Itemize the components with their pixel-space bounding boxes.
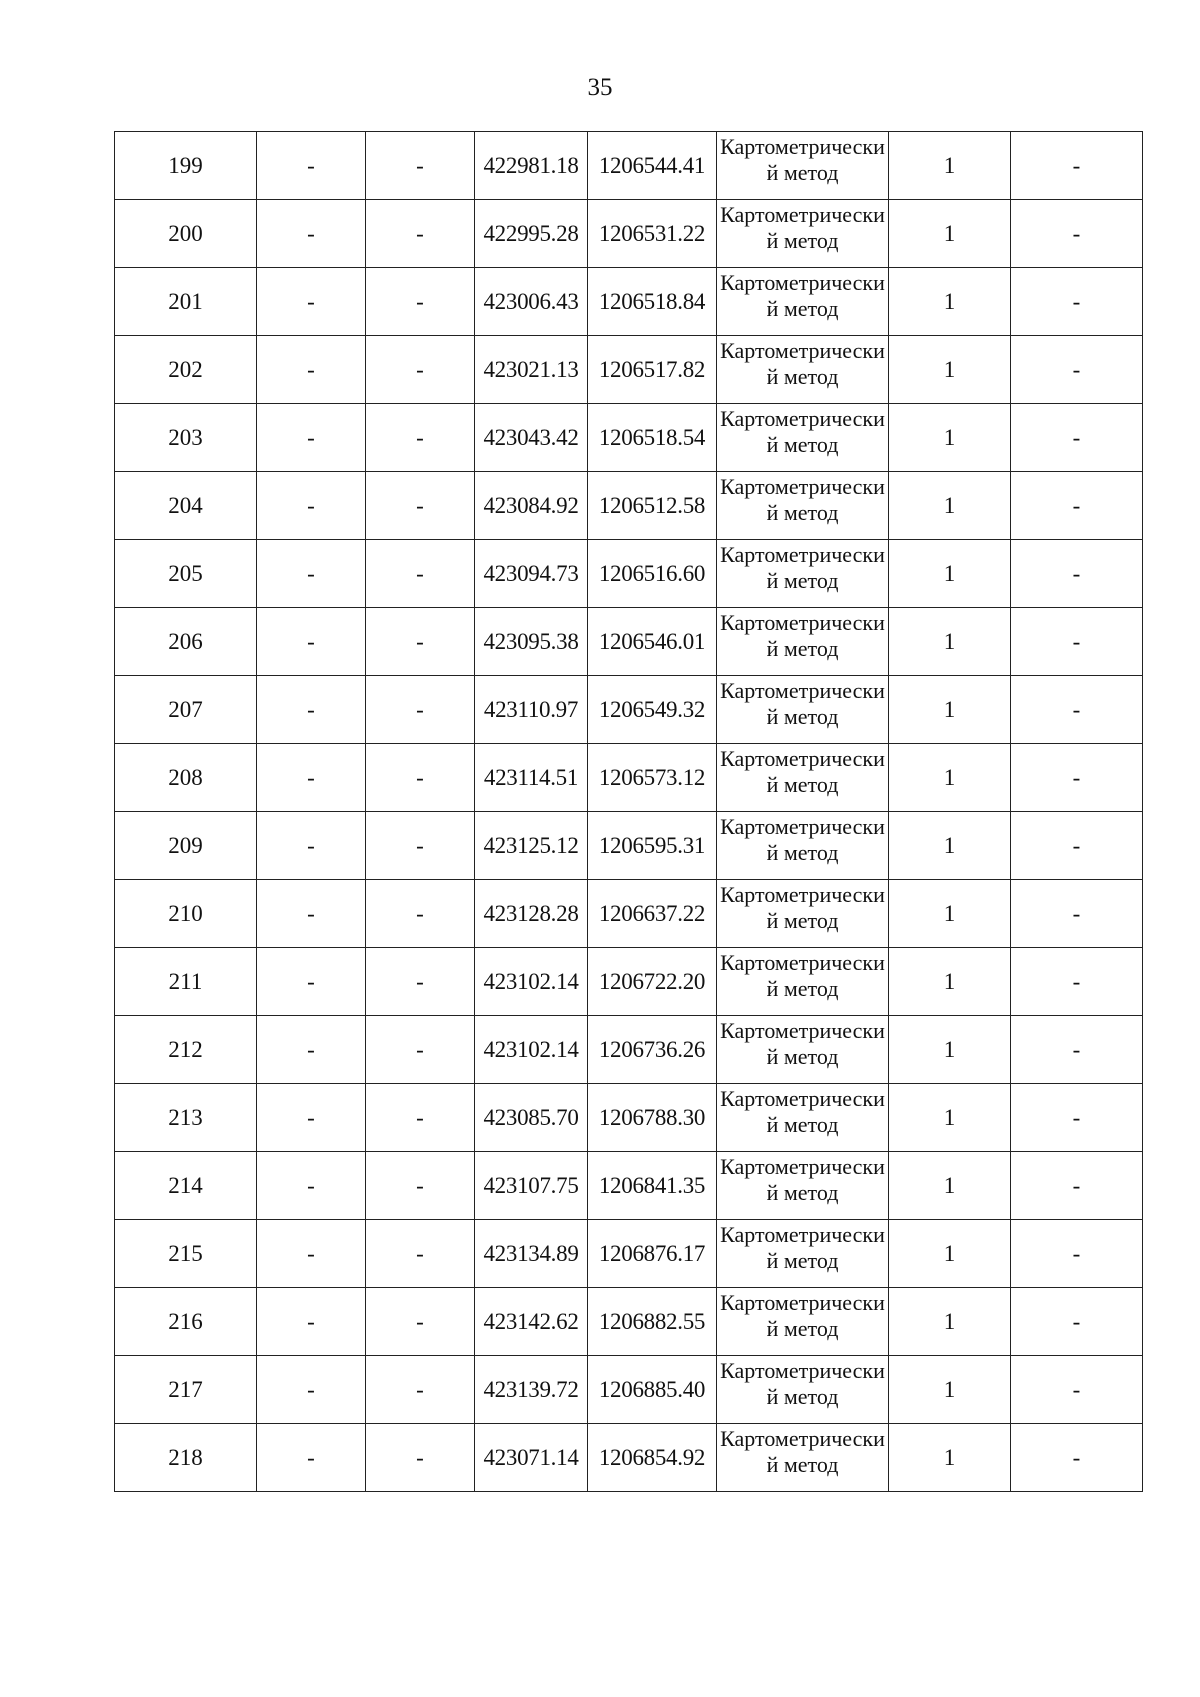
point-number-cell: 215 bbox=[115, 1220, 257, 1288]
coordinate-x-cell: 422995.28 bbox=[475, 200, 588, 268]
note-cell: - bbox=[1011, 812, 1143, 880]
accuracy-cell: 1 bbox=[889, 1016, 1011, 1084]
point-number-cell: 210 bbox=[115, 880, 257, 948]
coordinate-x-cell: 423021.13 bbox=[475, 336, 588, 404]
coordinate-x-cell: 423071.14 bbox=[475, 1424, 588, 1492]
table-row bbox=[115, 1220, 1143, 1288]
dash-cell: - bbox=[257, 608, 366, 676]
method-cell: Картометрический метод bbox=[717, 744, 889, 812]
method-cell: Картометрический метод bbox=[717, 1356, 889, 1424]
coordinate-x-cell: 423107.75 bbox=[475, 1152, 588, 1220]
coordinate-y-cell: 1206788.30 bbox=[588, 1084, 717, 1152]
method-cell: Картометрический метод bbox=[717, 336, 889, 404]
coordinate-x-cell: 423110.97 bbox=[475, 676, 588, 744]
note-cell: - bbox=[1011, 404, 1143, 472]
dash-cell: - bbox=[257, 540, 366, 608]
table-row bbox=[115, 1356, 1143, 1424]
coordinate-y-cell: 1206546.01 bbox=[588, 608, 717, 676]
point-number-cell: 201 bbox=[115, 268, 257, 336]
note-cell: - bbox=[1011, 1424, 1143, 1492]
dash-cell: - bbox=[366, 948, 475, 1016]
dash-cell: - bbox=[257, 812, 366, 880]
coordinate-x-cell: 423095.38 bbox=[475, 608, 588, 676]
point-number-cell: 217 bbox=[115, 1356, 257, 1424]
coordinate-x-cell: 423128.28 bbox=[475, 880, 588, 948]
note-cell: - bbox=[1011, 948, 1143, 1016]
dash-cell: - bbox=[257, 1356, 366, 1424]
dash-cell: - bbox=[257, 336, 366, 404]
table-body bbox=[115, 132, 1143, 1492]
point-number-cell: 204 bbox=[115, 472, 257, 540]
table-row bbox=[115, 948, 1143, 1016]
point-number-cell: 209 bbox=[115, 812, 257, 880]
point-number-cell: 206 bbox=[115, 608, 257, 676]
coordinate-y-cell: 1206885.40 bbox=[588, 1356, 717, 1424]
accuracy-cell: 1 bbox=[889, 1356, 1011, 1424]
accuracy-cell: 1 bbox=[889, 948, 1011, 1016]
dash-cell: - bbox=[257, 268, 366, 336]
table-row bbox=[115, 268, 1143, 336]
dash-cell: - bbox=[257, 404, 366, 472]
note-cell: - bbox=[1011, 1084, 1143, 1152]
table-row bbox=[115, 404, 1143, 472]
method-cell: Картометрический метод bbox=[717, 1220, 889, 1288]
accuracy-cell: 1 bbox=[889, 744, 1011, 812]
note-cell: - bbox=[1011, 268, 1143, 336]
dash-cell: - bbox=[366, 1220, 475, 1288]
dash-cell: - bbox=[366, 608, 475, 676]
table-row bbox=[115, 608, 1143, 676]
method-cell: Картометрический метод bbox=[717, 540, 889, 608]
coordinate-y-cell: 1206854.92 bbox=[588, 1424, 717, 1492]
coordinate-y-cell: 1206512.58 bbox=[588, 472, 717, 540]
accuracy-cell: 1 bbox=[889, 1084, 1011, 1152]
accuracy-cell: 1 bbox=[889, 336, 1011, 404]
dash-cell: - bbox=[366, 1424, 475, 1492]
coordinate-y-cell: 1206549.32 bbox=[588, 676, 717, 744]
coordinate-x-cell: 422981.18 bbox=[475, 132, 588, 200]
coordinate-y-cell: 1206573.12 bbox=[588, 744, 717, 812]
coordinate-x-cell: 423085.70 bbox=[475, 1084, 588, 1152]
table-row bbox=[115, 1016, 1143, 1084]
accuracy-cell: 1 bbox=[889, 540, 1011, 608]
point-number-cell: 200 bbox=[115, 200, 257, 268]
coordinate-y-cell: 1206876.17 bbox=[588, 1220, 717, 1288]
table-row bbox=[115, 880, 1143, 948]
method-cell: Картометрический метод bbox=[717, 1084, 889, 1152]
accuracy-cell: 1 bbox=[889, 472, 1011, 540]
point-number-cell: 213 bbox=[115, 1084, 257, 1152]
note-cell: - bbox=[1011, 132, 1143, 200]
dash-cell: - bbox=[366, 880, 475, 948]
point-number-cell: 202 bbox=[115, 336, 257, 404]
dash-cell: - bbox=[257, 1084, 366, 1152]
note-cell: - bbox=[1011, 676, 1143, 744]
method-cell: Картометрический метод bbox=[717, 1152, 889, 1220]
point-number-cell: 199 bbox=[115, 132, 257, 200]
accuracy-cell: 1 bbox=[889, 1424, 1011, 1492]
dash-cell: - bbox=[257, 1016, 366, 1084]
coordinate-x-cell: 423114.51 bbox=[475, 744, 588, 812]
coordinate-x-cell: 423139.72 bbox=[475, 1356, 588, 1424]
method-cell: Картометрический метод bbox=[717, 948, 889, 1016]
dash-cell: - bbox=[366, 540, 475, 608]
coordinate-y-cell: 1206517.82 bbox=[588, 336, 717, 404]
dash-cell: - bbox=[366, 404, 475, 472]
dash-cell: - bbox=[257, 676, 366, 744]
accuracy-cell: 1 bbox=[889, 200, 1011, 268]
point-number-cell: 214 bbox=[115, 1152, 257, 1220]
table-row bbox=[115, 744, 1143, 812]
accuracy-cell: 1 bbox=[889, 880, 1011, 948]
dash-cell: - bbox=[366, 268, 475, 336]
method-cell: Картометрический метод bbox=[717, 608, 889, 676]
accuracy-cell: 1 bbox=[889, 1220, 1011, 1288]
dash-cell: - bbox=[366, 132, 475, 200]
coordinates-table bbox=[114, 131, 1143, 1492]
dash-cell: - bbox=[257, 880, 366, 948]
dash-cell: - bbox=[366, 1152, 475, 1220]
method-cell: Картометрический метод bbox=[717, 1424, 889, 1492]
note-cell: - bbox=[1011, 1016, 1143, 1084]
coordinate-x-cell: 423043.42 bbox=[475, 404, 588, 472]
accuracy-cell: 1 bbox=[889, 1288, 1011, 1356]
coordinate-y-cell: 1206516.60 bbox=[588, 540, 717, 608]
coordinate-y-cell: 1206882.55 bbox=[588, 1288, 717, 1356]
coordinate-x-cell: 423102.14 bbox=[475, 1016, 588, 1084]
method-cell: Картометрический метод bbox=[717, 812, 889, 880]
table-row bbox=[115, 812, 1143, 880]
point-number-cell: 207 bbox=[115, 676, 257, 744]
dash-cell: - bbox=[257, 744, 366, 812]
page-number: 35 bbox=[587, 74, 613, 101]
point-number-cell: 203 bbox=[115, 404, 257, 472]
table-row bbox=[115, 472, 1143, 540]
method-cell: Картометрический метод bbox=[717, 472, 889, 540]
dash-cell: - bbox=[366, 676, 475, 744]
coordinate-y-cell: 1206518.84 bbox=[588, 268, 717, 336]
note-cell: - bbox=[1011, 744, 1143, 812]
method-cell: Картометрический метод bbox=[717, 676, 889, 744]
dash-cell: - bbox=[366, 1288, 475, 1356]
note-cell: - bbox=[1011, 880, 1143, 948]
dash-cell: - bbox=[257, 1288, 366, 1356]
coordinate-y-cell: 1206518.54 bbox=[588, 404, 717, 472]
accuracy-cell: 1 bbox=[889, 812, 1011, 880]
point-number-cell: 208 bbox=[115, 744, 257, 812]
method-cell: Картометрический метод bbox=[717, 268, 889, 336]
table-row bbox=[115, 1288, 1143, 1356]
point-number-cell: 212 bbox=[115, 1016, 257, 1084]
accuracy-cell: 1 bbox=[889, 1152, 1011, 1220]
dash-cell: - bbox=[366, 812, 475, 880]
table-row bbox=[115, 1152, 1143, 1220]
note-cell: - bbox=[1011, 472, 1143, 540]
table-row bbox=[115, 336, 1143, 404]
note-cell: - bbox=[1011, 1356, 1143, 1424]
dash-cell: - bbox=[366, 1084, 475, 1152]
coordinate-y-cell: 1206531.22 bbox=[588, 200, 717, 268]
point-number-cell: 211 bbox=[115, 948, 257, 1016]
table-row bbox=[115, 1084, 1143, 1152]
dash-cell: - bbox=[257, 1424, 366, 1492]
method-cell: Картометрический метод bbox=[717, 880, 889, 948]
table-row bbox=[115, 200, 1143, 268]
table-row bbox=[115, 540, 1143, 608]
method-cell: Картометрический метод bbox=[717, 132, 889, 200]
dash-cell: - bbox=[257, 132, 366, 200]
dash-cell: - bbox=[257, 472, 366, 540]
dash-cell: - bbox=[366, 200, 475, 268]
table-row bbox=[115, 1424, 1143, 1492]
method-cell: Картометрический метод bbox=[717, 404, 889, 472]
note-cell: - bbox=[1011, 1152, 1143, 1220]
coordinate-y-cell: 1206595.31 bbox=[588, 812, 717, 880]
note-cell: - bbox=[1011, 608, 1143, 676]
dash-cell: - bbox=[257, 200, 366, 268]
note-cell: - bbox=[1011, 540, 1143, 608]
coordinate-y-cell: 1206736.26 bbox=[588, 1016, 717, 1084]
dash-cell: - bbox=[366, 1356, 475, 1424]
coordinate-y-cell: 1206722.20 bbox=[588, 948, 717, 1016]
coordinate-y-cell: 1206841.35 bbox=[588, 1152, 717, 1220]
dash-cell: - bbox=[257, 1152, 366, 1220]
point-number-cell: 205 bbox=[115, 540, 257, 608]
accuracy-cell: 1 bbox=[889, 676, 1011, 744]
coordinate-x-cell: 423134.89 bbox=[475, 1220, 588, 1288]
note-cell: - bbox=[1011, 200, 1143, 268]
dash-cell: - bbox=[366, 1016, 475, 1084]
point-number-cell: 218 bbox=[115, 1424, 257, 1492]
coordinate-x-cell: 423094.73 bbox=[475, 540, 588, 608]
dash-cell: - bbox=[257, 948, 366, 1016]
accuracy-cell: 1 bbox=[889, 268, 1011, 336]
coordinate-x-cell: 423142.62 bbox=[475, 1288, 588, 1356]
coordinate-x-cell: 423084.92 bbox=[475, 472, 588, 540]
coordinate-x-cell: 423006.43 bbox=[475, 268, 588, 336]
accuracy-cell: 1 bbox=[889, 132, 1011, 200]
coordinate-y-cell: 1206544.41 bbox=[588, 132, 717, 200]
dash-cell: - bbox=[366, 472, 475, 540]
point-number-cell: 216 bbox=[115, 1288, 257, 1356]
dash-cell: - bbox=[257, 1220, 366, 1288]
dash-cell: - bbox=[366, 744, 475, 812]
table-row bbox=[115, 132, 1143, 200]
note-cell: - bbox=[1011, 336, 1143, 404]
method-cell: Картометрический метод bbox=[717, 1016, 889, 1084]
note-cell: - bbox=[1011, 1288, 1143, 1356]
accuracy-cell: 1 bbox=[889, 608, 1011, 676]
method-cell: Картометрический метод bbox=[717, 1288, 889, 1356]
dash-cell: - bbox=[366, 336, 475, 404]
note-cell: - bbox=[1011, 1220, 1143, 1288]
table-row bbox=[115, 676, 1143, 744]
method-cell: Картометрический метод bbox=[717, 200, 889, 268]
coordinate-x-cell: 423125.12 bbox=[475, 812, 588, 880]
accuracy-cell: 1 bbox=[889, 404, 1011, 472]
coordinate-x-cell: 423102.14 bbox=[475, 948, 588, 1016]
coordinate-y-cell: 1206637.22 bbox=[588, 880, 717, 948]
